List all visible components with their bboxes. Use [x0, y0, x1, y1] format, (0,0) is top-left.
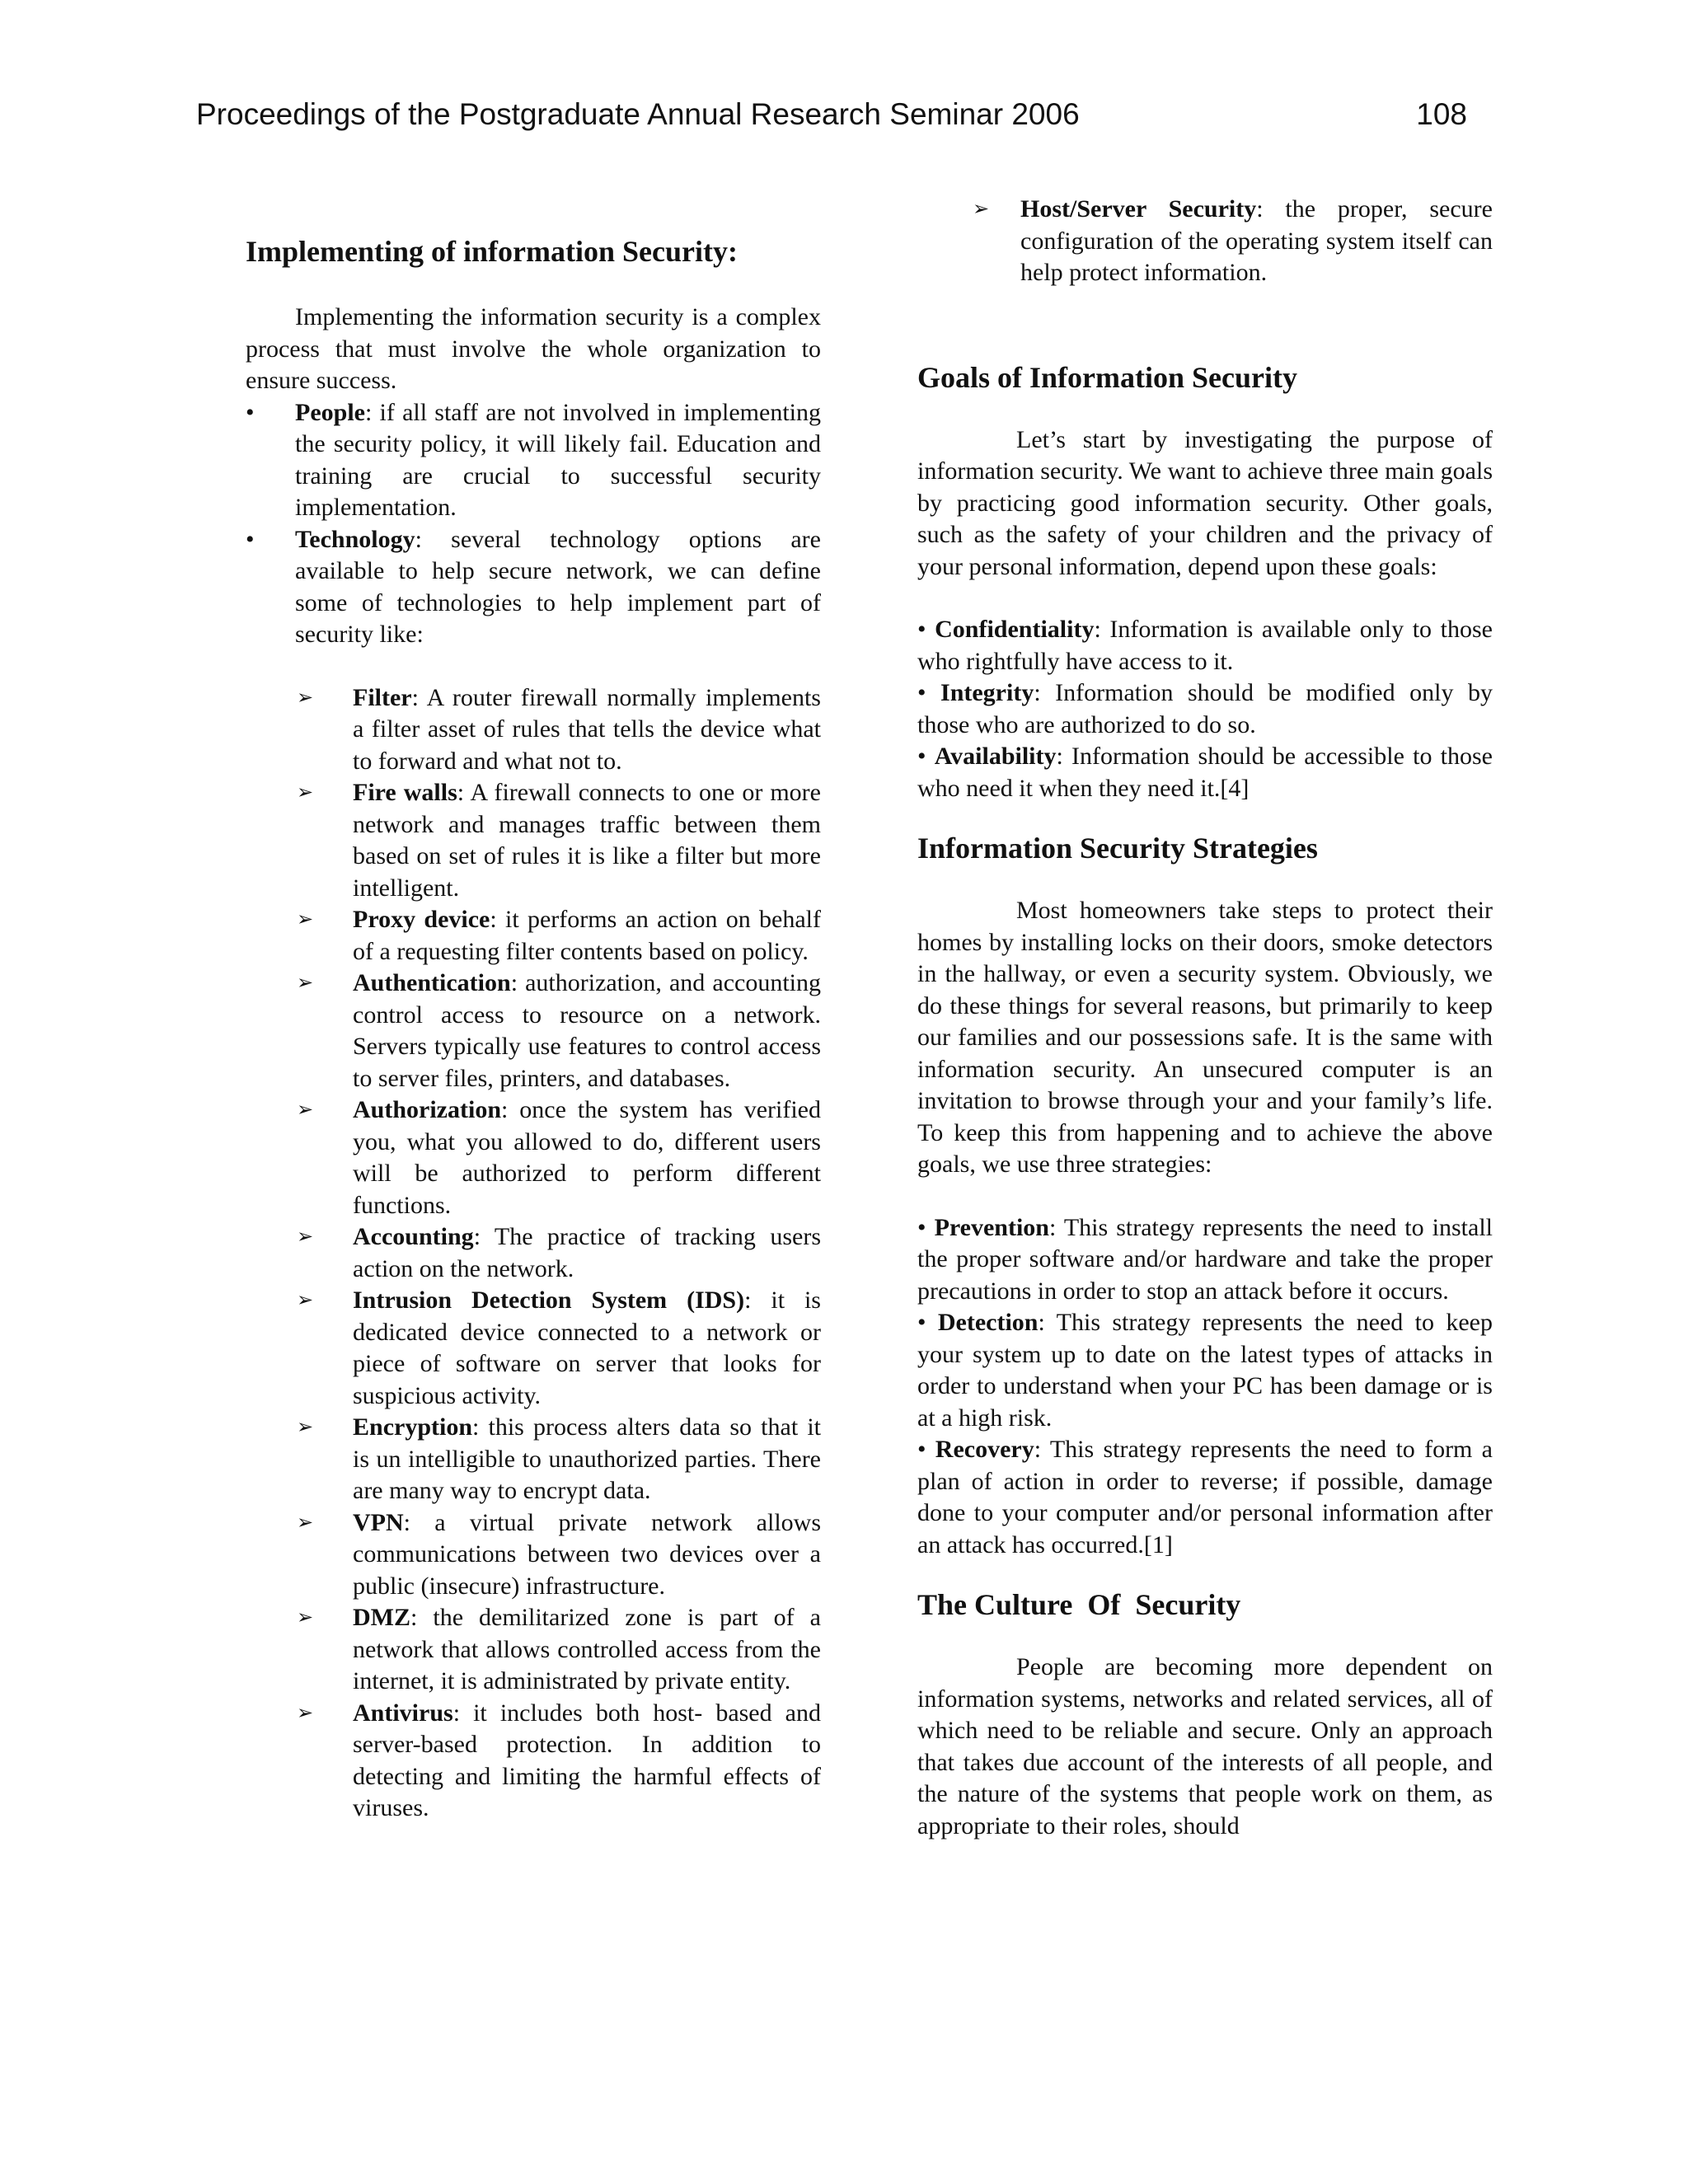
goals-intro: Let’s start by investigating the purpose of information security. We want to achieve three main goals by practicing good information security. Other goals, such as the safety of your children and the privacy of your personal information, depend upon these goals:	[917, 425, 1493, 580]
definition: : several technology options are available to help secure network, we can define some of technologies to help implement part of security like:	[295, 525, 821, 648]
definition: : Information is available only to those who rightfully have access to it.	[917, 616, 1493, 675]
arrow-bullet-icon: ➢	[973, 199, 990, 220]
definition: : The practice of tracking users action on the network.	[353, 1223, 821, 1282]
arrow-bullet-icon: ➢	[297, 1226, 314, 1248]
arrow-bullet-icon: ➢	[297, 1290, 314, 1311]
proceedings-title: Proceedings of the Postgraduate Annual Research Seminar 2006	[196, 97, 1080, 131]
list-item	[246, 1412, 821, 1507]
term: Prevention	[934, 1213, 1049, 1241]
right-column	[917, 194, 1493, 1842]
definition: : this process alters data so that it is un intelligible to unauthorized parties. There are many way to encrypt data.	[353, 1413, 821, 1504]
section-heading-culture: The Culture Of Security	[917, 1588, 1241, 1621]
bullet-dot-icon: •	[246, 398, 255, 426]
definition: : Information should be accessible to those who need it when they need it.[4]	[917, 743, 1493, 802]
term: DMZ	[353, 1604, 410, 1631]
list-item	[246, 397, 821, 524]
term: Encryption	[353, 1413, 473, 1441]
section-heading-goals: Goals of Information Security	[917, 360, 1297, 394]
term: Technology	[295, 525, 415, 553]
term: VPN	[353, 1508, 404, 1536]
running-header	[196, 97, 1467, 132]
term: Host/Server Security	[1020, 195, 1257, 223]
arrow-bullet-icon: ➢	[297, 687, 314, 709]
term: People	[295, 398, 365, 426]
implementing-intro: Implementing the information security is a complex process that must involve the whole organization to ensure success.	[246, 303, 821, 394]
definition: : it performs an action on behalf of a requesting filter contents based on policy.	[353, 906, 821, 965]
bullet-dot-icon: •	[246, 525, 255, 553]
definition: : once the system has verified you, what you allowed to do, different users will be authorized to perform different functions.	[353, 1096, 821, 1219]
strategies-intro: Most homeowners take steps to protect their homes by installing locks on their doors, smoke detectors in the hallway, or even a security system. Obviously, we do these things for several reasons, but primarily to keep our families and our possessions safe. It is the same with information security. An unsecured computer is an invitation to browse through your and your family’s life. To keep this from happening and to achieve the above goals, we use three strategies:	[917, 897, 1493, 1178]
list-item: • Prevention: This strategy represents the need to install the proper software and/or hardware and take the proper precautions in order to stop an attack before it occurs.	[917, 1213, 1493, 1305]
culture-intro: People are becoming more dependent on information systems, networks and related services, all of which need to be reliable and secure. Only an approach that takes due account of the interests of all people, and the nature of the systems that people work on them, as appropriate to their roles, should	[917, 1653, 1493, 1840]
section-heading-strategies: Information Security Strategies	[917, 832, 1318, 865]
term: Confidentiality	[935, 616, 1095, 643]
arrow-bullet-icon: ➢	[297, 1607, 314, 1629]
definition: : authorization, and accounting control access to resource on a network. Servers typically use features to control access to server files, printers, and databases.	[353, 969, 821, 1092]
definition: : the proper, secure configuration of the operating system itself can help protect information.	[1020, 195, 1493, 286]
list-item: • Availability: Information should be accessible to those who need it when they need it.[4]	[917, 743, 1493, 802]
list-item	[246, 524, 821, 651]
page-number: 108	[1416, 97, 1467, 131]
list-item: • Confidentiality: Information is available only to those who rightfully have access to it.	[917, 616, 1493, 675]
list-item	[246, 1094, 821, 1221]
list-item	[246, 1698, 821, 1825]
term: Proxy device	[353, 906, 490, 933]
list-item	[246, 682, 821, 778]
term: Fire walls	[353, 779, 457, 806]
definition: : if all staff are not involved in implementing the security policy, it will likely fail. Education and training are crucial to successful security implementation.	[295, 398, 821, 521]
definition: : it includes both host- based and server-based protection. In addition to detecting and limiting the harmful effects of viruses.	[353, 1699, 821, 1821]
list-item: • Detection: This strategy represents the need to keep your system up to date on the latest types of attacks in order to understand when your PC has been damage or is at a high risk.	[917, 1309, 1493, 1432]
term: Availability	[934, 743, 1057, 770]
definition: : This strategy represents the need to form a plan of action in order to reverse; if possible, damage done to your computer and/or personal information after an attack has occurred.[1]	[917, 1436, 1493, 1558]
term: Authentication	[353, 969, 511, 996]
list-item	[246, 1602, 821, 1698]
list-item	[246, 1285, 821, 1412]
definition: : the demilitarized zone is part of a network that allows controlled access from the internet, it is administrated by private entity.	[353, 1604, 821, 1694]
left-column	[246, 232, 821, 1825]
arrow-bullet-icon: ➢	[297, 1417, 314, 1438]
list-item	[917, 194, 1493, 289]
term: Antivirus	[353, 1699, 453, 1727]
definition: : Information should be modified only by those who are authorized to do so.	[917, 679, 1493, 738]
definition: : a virtual private network allows communications between two devices over a public (insecure) infrastructure.	[353, 1508, 821, 1600]
list-item	[246, 1507, 821, 1603]
list-item	[246, 777, 821, 904]
section-heading-implementing: Implementing of information Security:	[246, 235, 738, 268]
list-item	[246, 968, 821, 1094]
arrow-bullet-icon: ➢	[297, 782, 314, 804]
definition: : A router firewall normally implements a filter asset of rules that tells the device what to forward and what not to.	[353, 683, 821, 775]
term: Accounting	[353, 1223, 474, 1250]
term: Authorization	[353, 1096, 501, 1123]
term: Intrusion Detection System (IDS)	[353, 1286, 745, 1314]
list-item: • Recovery: This strategy represents the need to form a plan of action in order to reverse; if possible, damage done to your computer and/or personal information after an attack has occurred.[1]	[917, 1436, 1493, 1558]
arrow-bullet-icon: ➢	[297, 972, 314, 994]
arrow-bullet-icon: ➢	[297, 1511, 314, 1534]
list-item	[246, 904, 821, 968]
term: Detection	[937, 1309, 1039, 1336]
term: Filter	[353, 683, 412, 711]
definition: : it is dedicated device connected to a network or piece of software on server that looks for suspicious activity.	[353, 1286, 821, 1409]
definition: : This strategy represents the need to keep your system up to date on the latest types of attacks in order to understand when your PC has been damage or is at a high risk.	[917, 1309, 1493, 1432]
term: Integrity	[940, 679, 1034, 706]
list-item: • Integrity: Information should be modified only by those who are authorized to do so.	[917, 679, 1493, 738]
arrow-bullet-icon: ➢	[297, 1099, 314, 1121]
definition: : A firewall connects to one or more network and manages traffic between them based on set of rules it is like a filter but more intelligent.	[353, 779, 821, 902]
definition: : This strategy represents the need to install the proper software and/or hardware and take the proper precautions in order to stop an attack before it occurs.	[917, 1213, 1493, 1305]
list-item	[246, 1221, 821, 1285]
arrow-bullet-icon: ➢	[297, 909, 314, 930]
arrow-bullet-icon: ➢	[297, 1702, 314, 1724]
term: Recovery	[935, 1436, 1034, 1463]
